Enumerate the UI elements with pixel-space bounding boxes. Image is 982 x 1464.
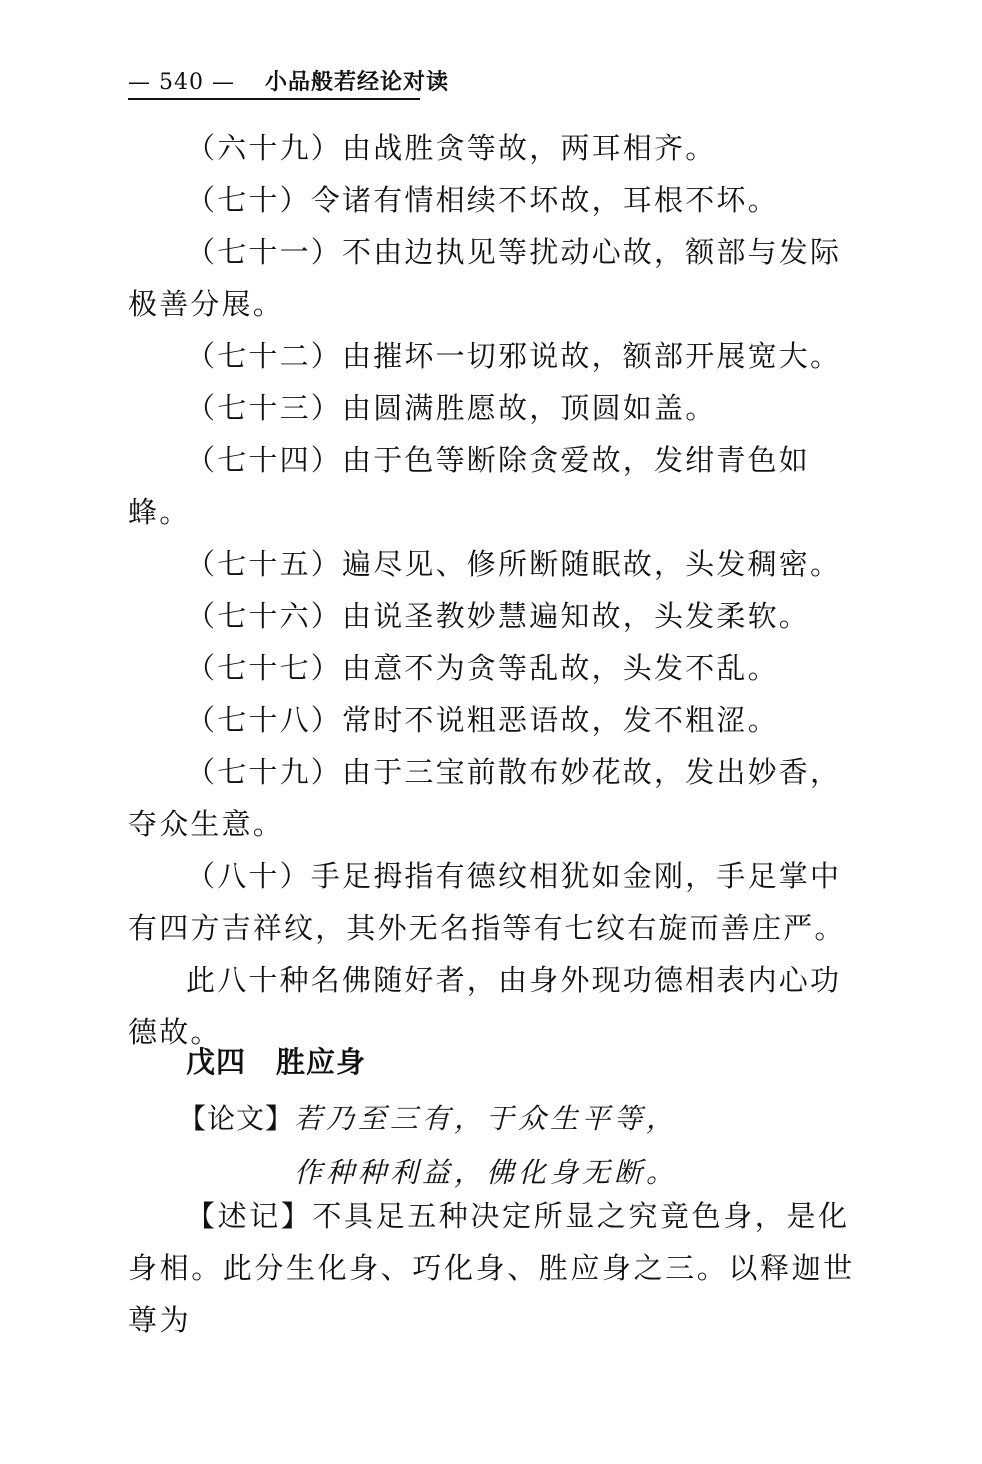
- paragraph-78: （七十八）常时不说粗恶语故，发不粗涩。: [186, 703, 779, 737]
- verse-label: 【论文】: [178, 1102, 295, 1135]
- paragraph-77: （七十七）由意不为贪等乱故，头发不乱。: [186, 651, 779, 685]
- paragraph-75: （七十五）遍尽见、修所断随眠故，头发稠密。: [186, 547, 842, 581]
- paragraph-79: （七十九）由于三宝前散布妙花故，发出妙香，夺众生意。: [128, 755, 842, 841]
- commentary-text: 不具足五种决定所显之究竟色身，是化身相。此分生化身、巧化身、胜应身之三。以释迦世尊为: [128, 1199, 855, 1337]
- paragraph-76: （七十六）由说圣教妙慧遍知故，头发柔软。: [186, 599, 811, 633]
- section-heading: [186, 1040, 366, 1081]
- paragraph-74: （七十四）由于色等断除贪爱故，发绀青色如蜂。: [128, 443, 811, 529]
- paragraph-80: （八十）手足拇指有德纹相犹如金刚，手足掌中有四方吉祥纹，其外无名指等有七纹右旋而善庄严。: [128, 859, 846, 945]
- page-number: — 540 —: [128, 70, 235, 95]
- commentary-paragraph: [128, 1190, 866, 1346]
- paragraph-71: （七十一）不由边执见等扰动心故，额部与发际极善分展。: [128, 235, 842, 321]
- body-text: [128, 122, 866, 1058]
- book-title: 小品般若经论对读: [264, 70, 449, 95]
- page-header: [128, 70, 449, 96]
- summary-paragraph: 此八十种名佛随好者，由身外现功德相表内心功德故。: [128, 963, 842, 1049]
- commentary-block: [128, 1190, 866, 1346]
- verse-line-2: 作种种利益，佛化身无断。: [294, 1156, 679, 1189]
- header-rule: [128, 98, 420, 100]
- section-title: 胜应身: [276, 1045, 367, 1079]
- verse-block: [178, 1092, 678, 1200]
- paragraph-72: （七十二）由摧坏一切邪说故，额部开展宽大。: [186, 339, 842, 373]
- verse-line-1: 若乃至三有，于众生平等，: [294, 1102, 679, 1135]
- section-number: 戊四: [186, 1045, 247, 1079]
- paragraph-70: （七十）令诸有情相续不坏故，耳根不坏。: [186, 183, 779, 217]
- paragraph-69: （六十九）由战胜贪等故，两耳相齐。: [186, 131, 717, 165]
- paragraph-73: （七十三）由圆满胜愿故，顶圆如盖。: [186, 391, 717, 425]
- commentary-label: 【述记】: [186, 1199, 313, 1233]
